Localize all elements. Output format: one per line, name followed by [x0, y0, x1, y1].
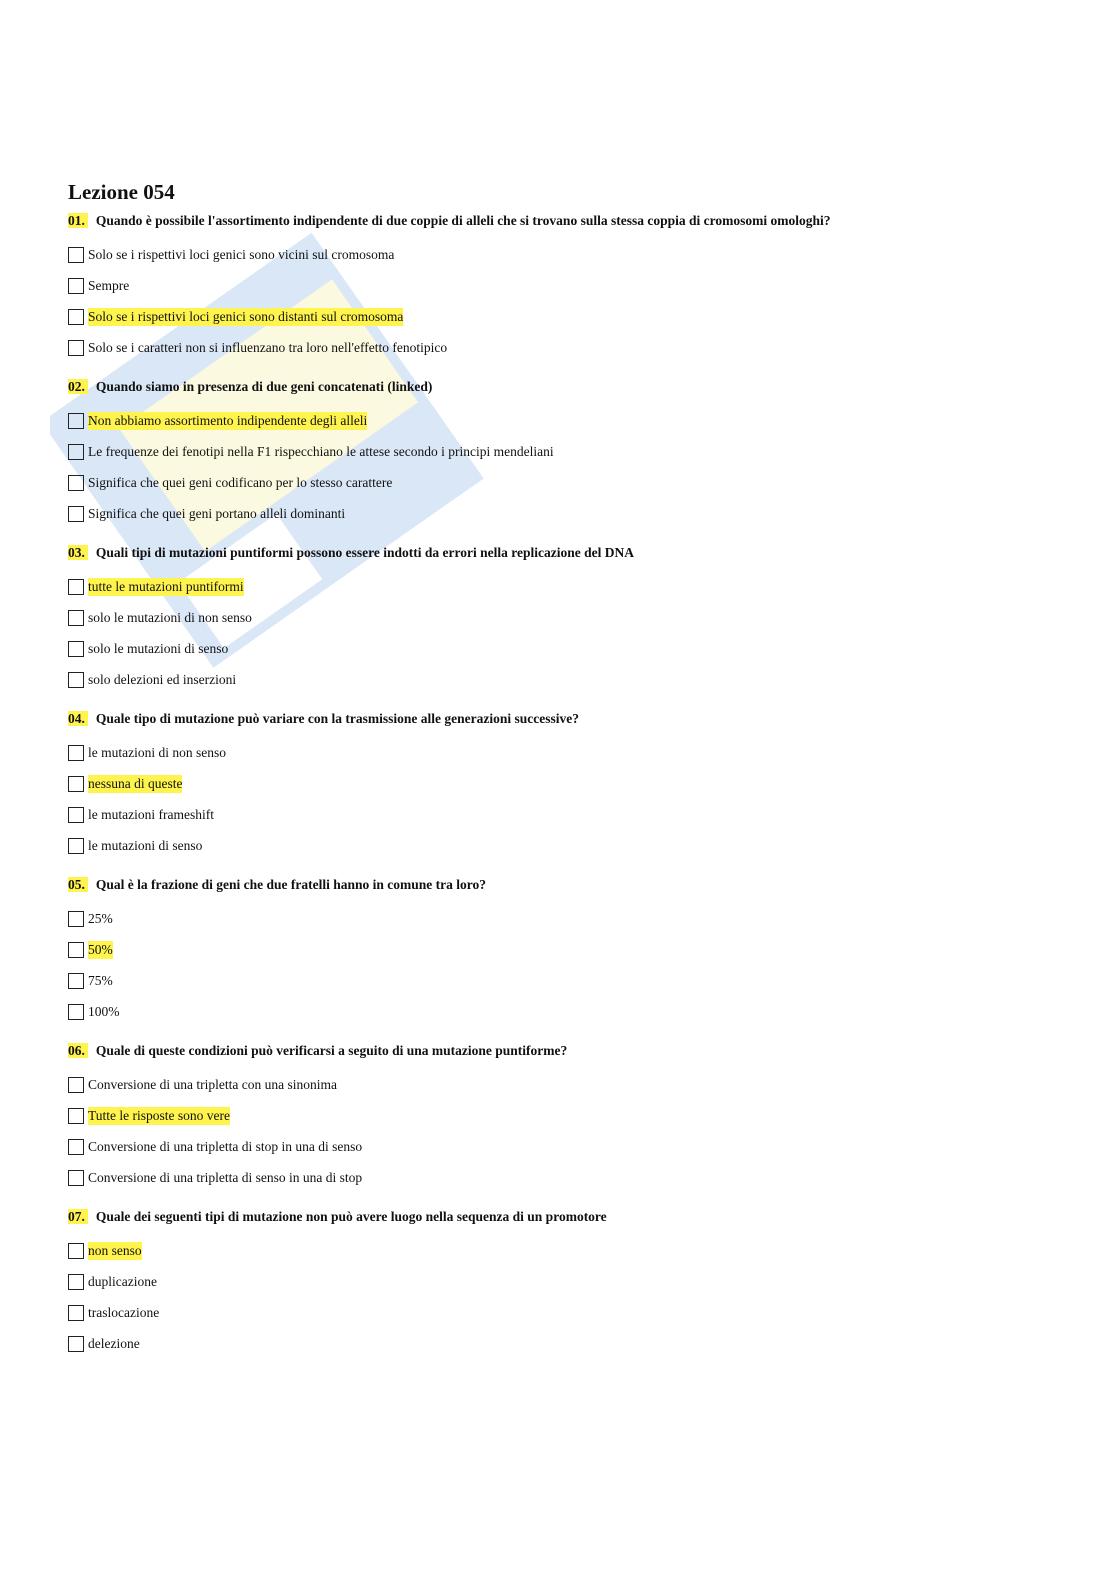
answer-text: traslocazione: [88, 1304, 160, 1320]
answer-option[interactable]: [68, 664, 1076, 695]
answer-option[interactable]: [68, 239, 1076, 270]
answer-text: le mutazioni di non senso: [88, 744, 226, 760]
answer-option[interactable]: [68, 1069, 1076, 1100]
question-text: [68, 543, 1076, 563]
checkbox-icon[interactable]: [68, 579, 84, 595]
checkbox-icon[interactable]: [68, 247, 84, 263]
checkbox-icon[interactable]: [68, 911, 84, 927]
answer-option[interactable]: [68, 965, 1076, 996]
document-page: [68, 180, 1076, 1373]
answer-option[interactable]: [68, 1266, 1076, 1297]
answer-text: Solo se i caratteri non si influenzano tra loro nell'effetto fenotipico: [88, 339, 448, 355]
answer-option[interactable]: [68, 1297, 1076, 1328]
answer-text-highlighted: Tutte le risposte sono vere: [88, 1107, 230, 1123]
answer-option[interactable]: [68, 332, 1076, 363]
answer-text: solo le mutazioni di non senso: [88, 609, 252, 625]
question-label: Quale dei seguenti tipi di mutazione non può avere luogo nella sequenza di un promotore: [95, 1209, 607, 1224]
answer-text: Significa che quei geni codificano per lo stesso carattere: [88, 474, 393, 490]
answer-text-highlighted: non senso: [88, 1242, 142, 1258]
checkbox-icon[interactable]: [68, 1108, 84, 1124]
checkbox-icon[interactable]: [68, 610, 84, 626]
question-block: [68, 543, 1076, 695]
question-label: Quali tipi di mutazioni puntiformi possono essere indotti da errori nella replicazione del DNA: [95, 545, 635, 560]
question-number: 03.: [68, 545, 88, 560]
answer-option[interactable]: [68, 467, 1076, 498]
checkbox-icon[interactable]: [68, 506, 84, 522]
checkbox-icon[interactable]: [68, 1336, 84, 1352]
answer-option[interactable]: [68, 1162, 1076, 1193]
answer-option[interactable]: [68, 1235, 1076, 1266]
answer-text-highlighted: tutte le mutazioni puntiformi: [88, 578, 244, 594]
checkbox-icon[interactable]: [68, 309, 84, 325]
answer-option[interactable]: [68, 1328, 1076, 1359]
question-text: [68, 709, 1076, 729]
checkbox-icon[interactable]: [68, 340, 84, 356]
question-label: Quale di queste condizioni può verificarsi a seguito di una mutazione puntiforme?: [95, 1043, 568, 1058]
question-block: [68, 1041, 1076, 1193]
question-number: 07.: [68, 1209, 88, 1224]
question-label: Quale tipo di mutazione può variare con la trasmissione alle generazioni successive?: [95, 711, 579, 726]
page-title: Lezione 054: [68, 180, 175, 204]
question-number: 01.: [68, 213, 88, 228]
checkbox-icon[interactable]: [68, 1243, 84, 1259]
answer-text: delezione: [88, 1335, 140, 1351]
answer-text: Sempre: [88, 277, 130, 293]
answer-option[interactable]: [68, 934, 1076, 965]
answer-option[interactable]: [68, 602, 1076, 633]
checkbox-icon[interactable]: [68, 278, 84, 294]
question-text: [68, 377, 1076, 397]
checkbox-icon[interactable]: [68, 413, 84, 429]
answer-text: solo delezioni ed inserzioni: [88, 671, 237, 687]
answer-text: Significa che quei geni portano alleli dominanti: [88, 505, 346, 521]
answer-option[interactable]: [68, 270, 1076, 301]
answer-text: Conversione di una tripletta di senso in una di stop: [88, 1169, 363, 1185]
checkbox-icon[interactable]: [68, 745, 84, 761]
answer-text: 75%: [88, 972, 113, 988]
checkbox-icon[interactable]: [68, 444, 84, 460]
answer-option[interactable]: [68, 799, 1076, 830]
question-label: Quando è possibile l'assortimento indipendente di due coppie di alleli che si trovano sulla stessa coppia di cromosomi omologhi?: [95, 213, 831, 228]
question-text: [68, 1041, 1076, 1061]
answer-text-highlighted: 50%: [88, 941, 113, 957]
checkbox-icon[interactable]: [68, 1274, 84, 1290]
answer-option[interactable]: [68, 830, 1076, 861]
question-text: [68, 875, 1076, 895]
question-number: 06.: [68, 1043, 88, 1058]
checkbox-icon[interactable]: [68, 776, 84, 792]
answer-text: Le frequenze dei fenotipi nella F1 rispecchiano le attese secondo i principi mendeliani: [88, 443, 554, 459]
answer-text-highlighted: Solo se i rispettivi loci genici sono distanti sul cromosoma: [88, 308, 404, 324]
answer-option[interactable]: [68, 633, 1076, 664]
question-text: [68, 211, 1076, 231]
checkbox-icon[interactable]: [68, 942, 84, 958]
question-block: [68, 1207, 1076, 1359]
answer-option[interactable]: [68, 405, 1076, 436]
checkbox-icon[interactable]: [68, 973, 84, 989]
question-number: 05.: [68, 877, 88, 892]
answer-option[interactable]: [68, 301, 1076, 332]
answer-option[interactable]: [68, 571, 1076, 602]
answer-option[interactable]: [68, 768, 1076, 799]
answer-text-highlighted: nessuna di queste: [88, 775, 183, 791]
checkbox-icon[interactable]: [68, 1077, 84, 1093]
checkbox-icon[interactable]: [68, 475, 84, 491]
checkbox-icon[interactable]: [68, 672, 84, 688]
answer-text: Conversione di una tripletta di stop in una di senso: [88, 1138, 363, 1154]
answer-option[interactable]: [68, 903, 1076, 934]
question-block: [68, 377, 1076, 529]
checkbox-icon[interactable]: [68, 838, 84, 854]
answer-text: 100%: [88, 1003, 120, 1019]
answer-text: duplicazione: [88, 1273, 157, 1289]
question-number: 02.: [68, 379, 88, 394]
checkbox-icon[interactable]: [68, 1305, 84, 1321]
answer-option[interactable]: [68, 1100, 1076, 1131]
question-block: [68, 709, 1076, 861]
question-label: Qual è la frazione di geni che due fratelli hanno in comune tra loro?: [95, 877, 486, 892]
question-text: [68, 1207, 1076, 1227]
checkbox-icon[interactable]: [68, 807, 84, 823]
question-list: [68, 211, 1076, 1359]
question-block: [68, 211, 1076, 363]
answer-option[interactable]: [68, 436, 1076, 467]
checkbox-icon[interactable]: [68, 1139, 84, 1155]
checkbox-icon[interactable]: [68, 1170, 84, 1186]
answer-text: le mutazioni di senso: [88, 837, 203, 853]
answer-option[interactable]: [68, 1131, 1076, 1162]
answer-text-highlighted: Non abbiamo assortimento indipendente degli alleli: [88, 412, 368, 428]
question-block: [68, 875, 1076, 1027]
answer-text: solo le mutazioni di senso: [88, 640, 229, 656]
answer-text: Solo se i rispettivi loci genici sono vicini sul cromosoma: [88, 246, 395, 262]
checkbox-icon[interactable]: [68, 1004, 84, 1020]
checkbox-icon[interactable]: [68, 641, 84, 657]
answer-option[interactable]: [68, 498, 1076, 529]
answer-text: Conversione di una tripletta con una sinonima: [88, 1076, 337, 1092]
answer-text: le mutazioni frameshift: [88, 806, 214, 822]
answer-option[interactable]: [68, 996, 1076, 1027]
question-number: 04.: [68, 711, 88, 726]
answer-text: 25%: [88, 910, 113, 926]
answer-option[interactable]: [68, 737, 1076, 768]
question-label: Quando siamo in presenza di due geni concatenati (linked): [95, 379, 433, 394]
